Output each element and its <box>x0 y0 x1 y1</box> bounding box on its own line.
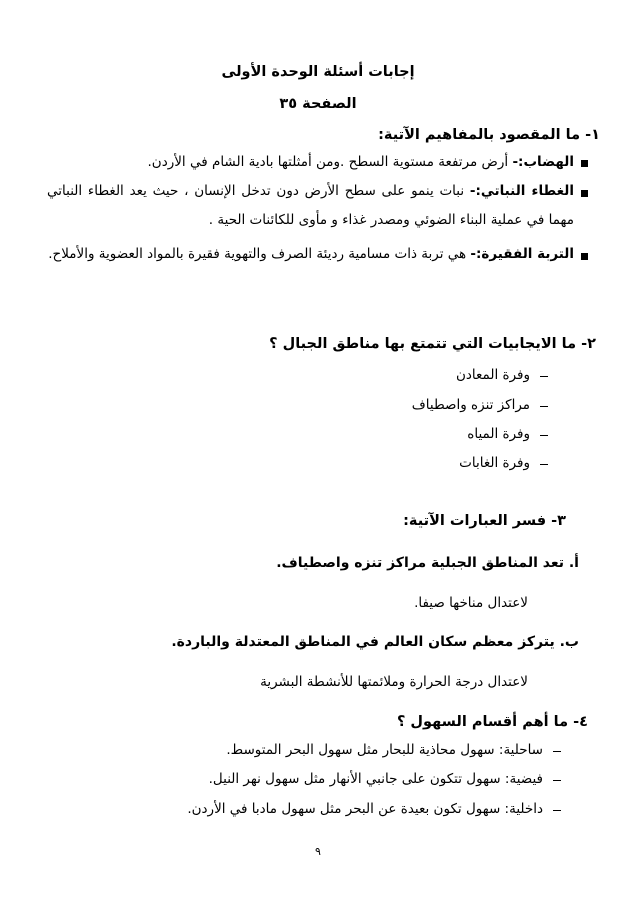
bullet-icon <box>581 253 588 260</box>
q2-item-2: مراكز تنزه واصطياف <box>411 397 530 413</box>
q2-item-3: وفرة المياه <box>467 426 530 442</box>
q4-item-2: فيضية: سهول تتكون على جانبي الأنهار مثل سهول نهر النيل. <box>208 771 543 787</box>
dash-icon <box>540 464 548 465</box>
q1-item-2 <box>47 177 574 235</box>
document-title: إجابات أسئلة الوحدة الأولى <box>221 64 415 80</box>
bullet-icon <box>581 190 588 197</box>
q3-answer-a: لاعتدال مناخها صيفا. <box>414 595 528 611</box>
q1-item-1-term: الهضاب:- <box>512 154 574 170</box>
q3-statement-a: أ. تعد المناطق الجبلية مراكز تنزه واصطياف. <box>276 555 579 571</box>
dash-icon <box>540 406 548 407</box>
q1-heading: ١- ما المقصود بالمفاهيم الآتية: <box>378 127 600 143</box>
q4-item-3: داخلية: سهول تكون بعيدة عن البحر مثل سهول مادبا في الأردن. <box>187 801 543 817</box>
dash-icon <box>553 751 561 752</box>
dash-icon <box>553 780 561 781</box>
q4-item-1: ساحلية: سهول محاذية للبحار مثل سهول البحر المتوسط. <box>226 742 543 758</box>
page-number: ٩ <box>315 845 321 858</box>
q4-heading: ٤- ما أهم أقسام السهول ؟ <box>396 714 588 730</box>
q1-item-1 <box>147 153 574 171</box>
dash-icon <box>540 376 548 377</box>
q1-item-3-term: التربة الفقيرة:- <box>470 246 574 262</box>
q1-item-3-text: هي تربة ذات مسامية رديئة الصرف والتهوية فقيرة بالمواد العضوية والأملاح. <box>48 246 467 262</box>
q2-item-1: وفرة المعادن <box>455 367 530 383</box>
page-reference: الصفحة ٣٥ <box>279 96 357 112</box>
q3-heading: ٣- فسر العبارات الآتية: <box>403 513 566 529</box>
q1-item-1-text: أرض مرتفعة مستوية السطح .ومن أمثلتها بادية الشام في الأردن. <box>147 154 509 170</box>
q1-item-2-text: نبات ينمو على سطح الأرض دون تدخل الإنسان ، حيث يعد الغطاء النباتي مهما في عملية البناء الضوئي ومصدر غذاء و مأوى للكائنات الحية . <box>47 183 574 228</box>
q1-item-2-term: الغطاء النباتي:- <box>469 183 574 199</box>
bullet-icon <box>581 160 588 167</box>
q2-item-4: وفرة الغابات <box>459 455 530 471</box>
dash-icon <box>553 810 561 811</box>
q2-heading: ٢- ما الايجابيات التي تتمتع بها مناطق الجبال ؟ <box>269 336 596 352</box>
q3-answer-b: لاعتدال درجة الحرارة وملائمتها للأنشطة البشرية <box>260 674 528 690</box>
q3-statement-b: ب. يتركز معظم سكان العالم في المناطق المعتدلة والباردة. <box>171 634 579 650</box>
dash-icon <box>540 435 548 436</box>
q1-item-3 <box>47 240 574 269</box>
